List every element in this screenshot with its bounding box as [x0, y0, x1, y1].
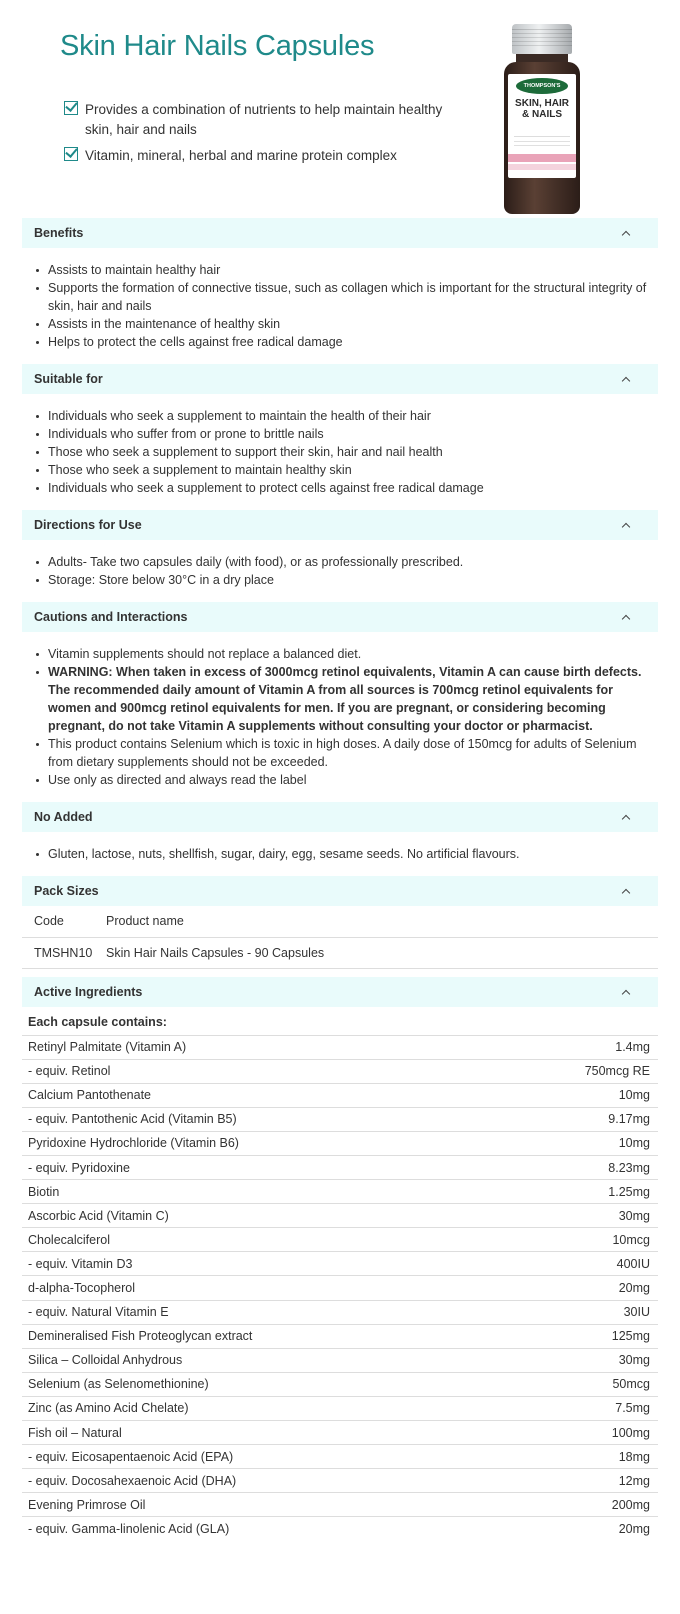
table-row: [22, 1421, 658, 1445]
table-row: [22, 1180, 658, 1204]
section-header-ingredients[interactable]: Active Ingredients: [22, 977, 658, 1007]
pack-product-name: Skin Hair Nails Capsules - 90 Capsules: [94, 937, 658, 968]
highlight-text: Provides a combination of nutrients to help maintain healthy skin, hair and nails: [85, 102, 443, 137]
section-body-directions: [22, 540, 658, 602]
chevron-up-icon[interactable]: [622, 613, 630, 621]
table-row: [22, 1445, 658, 1469]
ingredients-table: [22, 1035, 658, 1541]
ingredient-amount: 1.25mg: [498, 1180, 658, 1204]
table-row: [22, 1083, 658, 1107]
ingredient-amount: 10mg: [498, 1131, 658, 1155]
ingredient-name: Biotin: [22, 1180, 498, 1204]
ingredient-name: Fish oil – Natural: [22, 1421, 498, 1445]
checkbox-icon: [64, 101, 78, 115]
section-header-no-added[interactable]: No Added: [22, 802, 658, 832]
list-item: Storage: Store below 30°C in a dry place: [34, 571, 658, 589]
ingredient-amount: 18mg: [498, 1445, 658, 1469]
section-body-benefits: [22, 248, 658, 364]
ingredient-name: - equiv. Gamma-linolenic Acid (GLA): [22, 1517, 498, 1541]
table-row: [22, 1155, 658, 1179]
table-row: [22, 1469, 658, 1493]
section-header-benefits[interactable]: Benefits: [22, 218, 658, 248]
highlight-item: [64, 100, 464, 140]
ingredient-amount: 7.5mg: [498, 1396, 658, 1420]
list-item: Supports the formation of connective tissue, such as collagen which is important for the structural integrity of skin, hair and nails: [34, 279, 658, 315]
ingredient-name: - equiv. Pyridoxine: [22, 1155, 498, 1179]
table-row: [22, 1300, 658, 1324]
list-item: Adults- Take two capsules daily (with food), or as professionally prescribed.: [34, 553, 658, 571]
chevron-up-icon[interactable]: [622, 375, 630, 383]
table-row: [22, 1372, 658, 1396]
ingredient-amount: 20mg: [498, 1276, 658, 1300]
ingredient-name: Evening Primrose Oil: [22, 1493, 498, 1517]
ingredient-name: - equiv. Vitamin D3: [22, 1252, 498, 1276]
table-row: [22, 1107, 658, 1131]
ingredient-amount: 125mg: [498, 1324, 658, 1348]
product-accordion: [22, 218, 658, 1541]
section-body-no-added: [22, 832, 658, 876]
table-row: [22, 1396, 658, 1420]
highlight-item: [64, 146, 464, 166]
ingredient-amount: 12mg: [498, 1469, 658, 1493]
list-item: Gluten, lactose, nuts, shellfish, sugar, dairy, egg, sesame seeds. No artificial flavours.: [34, 845, 658, 863]
ingredient-name: Calcium Pantothenate: [22, 1083, 498, 1107]
table-row: [22, 1252, 658, 1276]
section-body-suitable: [22, 394, 658, 510]
highlight-text: Vitamin, mineral, herbal and marine protein complex: [85, 148, 397, 163]
ingredient-name: Demineralised Fish Proteoglycan extract: [22, 1324, 498, 1348]
ingredient-name: - equiv. Pantothenic Acid (Vitamin B5): [22, 1107, 498, 1131]
ingredient-amount: 400IU: [498, 1252, 658, 1276]
list-item: Use only as directed and always read the label: [34, 771, 658, 789]
ingredient-amount: 50mcg: [498, 1372, 658, 1396]
list-item: Individuals who seek a supplement to maintain the health of their hair: [34, 407, 658, 425]
section-body-pack-sizes: [22, 906, 658, 977]
ingredient-amount: 30mg: [498, 1204, 658, 1228]
column-header-code: Code: [22, 906, 94, 937]
ingredient-name: Zinc (as Amino Acid Chelate): [22, 1396, 498, 1420]
warning-item: WARNING: When taken in excess of 3000mcg retinol equivalents, Vitamin A can cause birth defects. The recommended daily amount of Vitamin A from all sources is 700mcg retinol equivalents for women and 900mcg retinol equivalents for men. If you are pregnant, or considering becoming pregnant, do not take Vitamin A supplements without consulting your doctor or pharmacist.: [34, 663, 658, 735]
pack-code: TMSHN10: [22, 937, 94, 968]
column-header-product-name: Product name: [94, 906, 658, 937]
section-body-ingredients: [22, 1007, 658, 1541]
list-item: Helps to protect the cells against free radical damage: [34, 333, 658, 351]
list-item: Individuals who seek a supplement to protect cells against free radical damage: [34, 479, 658, 497]
ingredient-amount: 8.23mg: [498, 1155, 658, 1179]
pack-sizes-table: [22, 906, 658, 969]
table-row: [22, 1131, 658, 1155]
ingredient-amount: 750mcg RE: [498, 1059, 658, 1083]
ingredient-name: - equiv. Docosahexaenoic Acid (DHA): [22, 1469, 498, 1493]
ingredient-name: - equiv. Natural Vitamin E: [22, 1300, 498, 1324]
list-item: Individuals who suffer from or prone to brittle nails: [34, 425, 658, 443]
section-header-suitable[interactable]: Suitable for: [22, 364, 658, 394]
ingredient-name: Selenium (as Selenomethionine): [22, 1372, 498, 1396]
ingredient-amount: 10mg: [498, 1083, 658, 1107]
chevron-up-icon[interactable]: [622, 988, 630, 996]
ingredient-amount: 10mcg: [498, 1228, 658, 1252]
ingredient-name: Silica – Colloidal Anhydrous: [22, 1348, 498, 1372]
ingredient-name: Cholecalciferol: [22, 1228, 498, 1252]
table-row: [22, 1204, 658, 1228]
table-row: [22, 1324, 658, 1348]
page-title: Skin Hair Nails Capsules: [60, 30, 375, 62]
ingredient-name: - equiv. Retinol: [22, 1059, 498, 1083]
ingredient-amount: 30mg: [498, 1348, 658, 1372]
ingredient-name: Ascorbic Acid (Vitamin C): [22, 1204, 498, 1228]
ingredient-amount: 20mg: [498, 1517, 658, 1541]
brand-logo: THOMPSON'S: [516, 78, 568, 94]
ingredient-amount: 9.17mg: [498, 1107, 658, 1131]
table-row: [22, 1276, 658, 1300]
bottle-label: [508, 74, 576, 178]
table-header-row: [22, 906, 658, 937]
chevron-up-icon[interactable]: [622, 229, 630, 237]
bottle-cap: [512, 24, 572, 54]
list-item: This product contains Selenium which is toxic in high doses. A daily dose of 150mcg for adults of Selenium from dietary supplements should not be exceeded.: [34, 735, 658, 771]
section-header-cautions[interactable]: Cautions and Interactions: [22, 602, 658, 632]
ingredient-amount: 1.4mg: [498, 1035, 658, 1059]
table-row: [22, 1035, 658, 1059]
chevron-up-icon[interactable]: [622, 887, 630, 895]
ingredient-amount: 30IU: [498, 1300, 658, 1324]
bottle-product-name: SKIN, HAIR & NAILS: [515, 98, 569, 120]
ingredient-name: d-alpha-Tocopherol: [22, 1276, 498, 1300]
table-row: [22, 1348, 658, 1372]
table-row: [22, 937, 658, 968]
product-bottle-image: [502, 24, 582, 216]
list-item: Those who seek a supplement to maintain healthy skin: [34, 461, 658, 479]
table-row: [22, 1059, 658, 1083]
section-header-pack-sizes[interactable]: Pack Sizes: [22, 876, 658, 906]
ingredient-name: Pyridoxine Hydrochloride (Vitamin B6): [22, 1131, 498, 1155]
list-item: Assists to maintain healthy hair: [34, 261, 658, 279]
highlights-list: [64, 100, 464, 172]
ingredient-name: - equiv. Eicosapentaenoic Acid (EPA): [22, 1445, 498, 1469]
list-item: Vitamin supplements should not replace a balanced diet.: [34, 645, 658, 663]
section-header-directions[interactable]: Directions for Use: [22, 510, 658, 540]
checkbox-icon: [64, 147, 78, 161]
section-body-cautions: [22, 632, 658, 802]
ingredient-amount: 200mg: [498, 1493, 658, 1517]
ingredients-intro: Each capsule contains:: [28, 1014, 167, 1029]
chevron-up-icon[interactable]: [622, 521, 630, 529]
ingredient-name: Retinyl Palmitate (Vitamin A): [22, 1035, 498, 1059]
ingredient-amount: 100mg: [498, 1421, 658, 1445]
list-item: Those who seek a supplement to support their skin, hair and nail health: [34, 443, 658, 461]
table-row: [22, 1228, 658, 1252]
product-hero: [0, 0, 680, 218]
table-row: [22, 1517, 658, 1541]
chevron-up-icon[interactable]: [622, 813, 630, 821]
table-row: [22, 1493, 658, 1517]
list-item: Assists in the maintenance of healthy skin: [34, 315, 658, 333]
